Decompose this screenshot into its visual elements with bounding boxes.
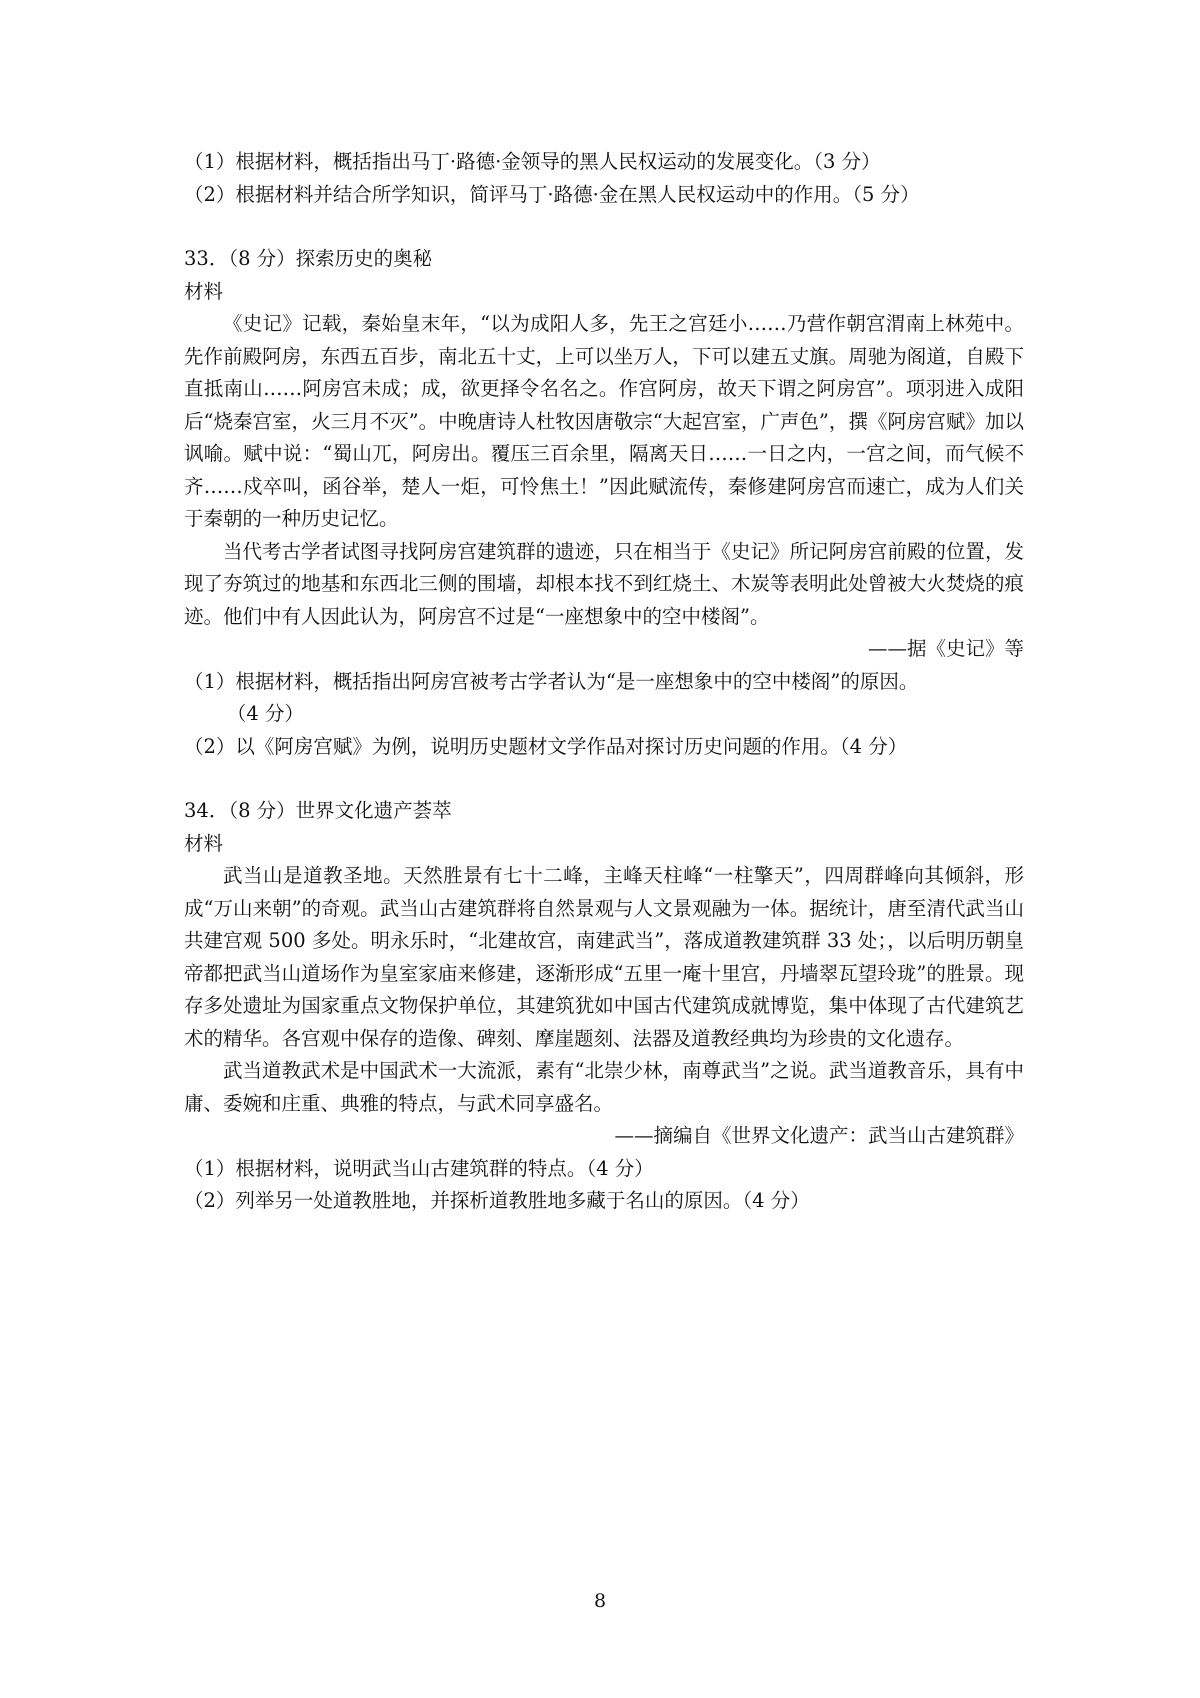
- q34-subquestion-2: （2）列举另一处道教胜地，并探析道教胜地多藏于名山的原因。（4 分）: [184, 1189, 810, 1212]
- q33-material-paragraph-1: 《史记》记载，秦始皇末年，“以为成阳人多，先王之宫廷小……乃营作朝宫渭南上林苑中。先作前殿阿房，东西五百步，南北五十丈，上可以坐万人，下可以建五丈旗。周驰为阁道，自殿下直抵南山……阿房宫未成；成，欲更择令名名之。作宫阿房，故天下谓之阿房宫”。项羽进入成阳后“烧秦宫室，火三月不灭”。中晚唐诗人杜牧因唐敬宗“大起宫室，广声色”，撰《阿房宫赋》加以讽喻。赋中说：“蜀山兀，阿房出。覆压三百余里，隔离天日……一日之内，一宫之间，而气候不齐……戍卒叫，函谷举，楚人一炬，可怜焦土！”因此赋流传，秦修建阿房宫而速亡，成为人们关于秦朝的一种历史记忆。: [184, 312, 1024, 530]
- q33-subquestion-1: （1）根据材料，概括指出阿房宫被考古学者认为“是一座想象中的空中楼阁”的原因。: [184, 669, 919, 693]
- q33-source: ——据《史记》等: [867, 637, 1024, 660]
- q34-material-paragraph-2: 武当道教武术是中国武术一大流派，素有“北崇少林，南尊武当”之说。武当道教音乐，具有中庸、委婉和庄重、典雅的特点，与武术同享盛名。: [184, 1059, 1024, 1115]
- spacer: [184, 763, 1024, 795]
- q33-title: 33．（8 分）探索历史的奥秘: [184, 247, 433, 270]
- q34-material-paragraph-1: 武当山是道教圣地。天然胜景有七十二峰，主峰天柱峰“一柱擎天”，四周群峰向其倾斜，形成“万山来朝”的奇观。武当山古建筑群将自然景观与人文景观融为一体。据统计，唐至清代武当山共建宫观 500 多处。明永乐时，“北建故宫，南建武当”，落成道教建筑群 33 处；，以后明历朝皇帝都把武当山道场作为皇室家庙来修建，逐渐形成“五里一庵十里宫，丹墙翠瓦望玲珑”的胜景。现存多处遗址为国家重点文物保护单位，其建筑犹如中国古代建筑成就博览，集中体现了古代建筑艺术的精华。各宫观中保存的造像、碑刻、摩崖题刻、法器及道教经典均为珍贵的文化遗存。: [184, 864, 1024, 1050]
- q33-material-label: 材料: [184, 279, 224, 303]
- page-number: 8: [593, 1590, 607, 1612]
- spacer: [184, 211, 1024, 243]
- exam-page-content: [184, 146, 1024, 1218]
- q33-subquestion-1-score: （4 分）: [226, 702, 304, 725]
- q34-source: ——摘编自《世界文化遗产：武当山古建筑群》: [614, 1124, 1024, 1147]
- q34-material-label: 材料: [184, 831, 224, 855]
- q34-title: 34．（8 分）世界文化遗产荟萃: [184, 799, 452, 822]
- q33-material-paragraph-2: 当代考古学者试图寻找阿房宫建筑群的遗迹，只在相当于《史记》所记阿房宫前殿的位置，发现了夯筑过的地基和东西北三侧的围墙，却根本找不到红烧土、木炭等表明此处曾被大火焚烧的痕迹。他们中有人因此认为，阿房宫不过是“一座想象中的空中楼阁”。: [184, 539, 1024, 628]
- q32-subquestion-1: （1）根据材料，概括指出马丁·路德·金领导的黑人民权运动的发展变化。（3 分）: [184, 150, 881, 173]
- q33-subquestion-2: （2）以《阿房宫赋》为例，说明历史题材文学作品对探讨历史问题的作用。（4 分）: [184, 734, 908, 758]
- q34-subquestion-1: （1）根据材料，说明武当山古建筑群的特点。（4 分）: [184, 1156, 654, 1180]
- q32-subquestion-2: （2）根据材料并结合所学知识，简评马丁·路德·金在黑人民权运动中的作用。（5 分）: [184, 182, 920, 206]
